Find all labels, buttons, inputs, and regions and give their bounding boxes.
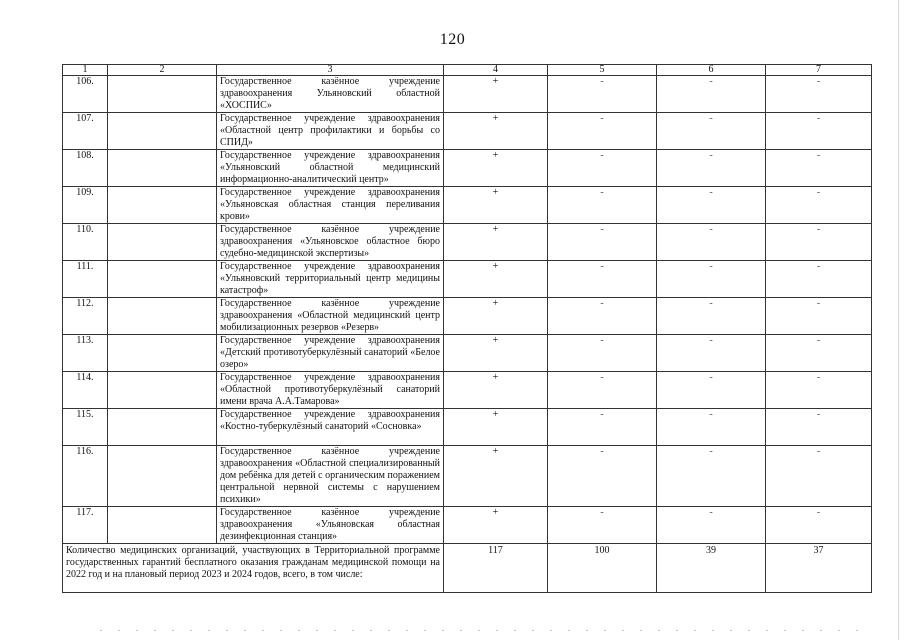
row-col2	[108, 446, 217, 507]
col6-mark: -	[657, 76, 766, 113]
col4-mark: +	[444, 335, 548, 372]
col7-mark: -	[766, 187, 872, 224]
row-number: 110.	[63, 224, 108, 261]
organization-name: Государственное учреждение здравоохранения «Областной противотуберкулёзный санаторий имени врача А.А.Тамарова»	[217, 372, 444, 409]
organization-name: Государственное казённое учреждение здравоохранения Ульяновский областной «ХОСПИС»	[217, 76, 444, 113]
row-number: 115.	[63, 409, 108, 446]
col4-mark: +	[444, 261, 548, 298]
col5-mark: -	[548, 261, 657, 298]
col4-mark: +	[444, 187, 548, 224]
col7-mark: -	[766, 507, 872, 544]
row-col2	[108, 298, 217, 335]
col4-mark: +	[444, 298, 548, 335]
table-row	[63, 224, 872, 261]
row-number: 117.	[63, 507, 108, 544]
col4-mark: +	[444, 224, 548, 261]
scan-edge-line	[898, 0, 899, 640]
row-col2	[108, 113, 217, 150]
col7-mark: -	[766, 409, 872, 446]
col5-mark: -	[548, 76, 657, 113]
organization-name: Государственное учреждение здравоохранения «Ульяновский областной медицинский информационно-аналитический центр»	[217, 150, 444, 187]
header-col-4: 4	[444, 65, 548, 76]
header-col-5: 5	[548, 65, 657, 76]
organization-name: Государственное учреждение здравоохранения «Областной центр профилактики и борьбы со СПИД»	[217, 113, 444, 150]
table-row	[63, 507, 872, 544]
col4-mark: +	[444, 113, 548, 150]
col6-mark: -	[657, 187, 766, 224]
row-number: 116.	[63, 446, 108, 507]
table-row	[63, 150, 872, 187]
row-col2	[108, 224, 217, 261]
table-row	[63, 446, 872, 507]
col6-mark: -	[657, 335, 766, 372]
total-col4: 117	[444, 544, 548, 593]
row-number: 114.	[63, 372, 108, 409]
table-row	[63, 335, 872, 372]
col5-mark: -	[548, 507, 657, 544]
organization-name: Государственное казённое учреждение здравоохранения «Областной специализированный дом ребёнка для детей с органическим поражением центральной нервной системы с нарушением психики»	[217, 446, 444, 507]
col6-mark: -	[657, 298, 766, 335]
row-number: 106.	[63, 76, 108, 113]
header-col-6: 6	[657, 65, 766, 76]
total-col7: 37	[766, 544, 872, 593]
organization-name: Государственное учреждение здравоохранения «Костно-туберкулёзный санаторий «Сосновка»	[217, 409, 444, 446]
col7-mark: -	[766, 446, 872, 507]
row-col2	[108, 335, 217, 372]
table-row	[63, 187, 872, 224]
table-row	[63, 298, 872, 335]
organization-name: Государственное казённое учреждение здравоохранения «Ульяновская областная дезинфекционная станция»	[217, 507, 444, 544]
col5-mark: -	[548, 335, 657, 372]
row-col2	[108, 372, 217, 409]
col5-mark: -	[548, 409, 657, 446]
col4-mark: +	[444, 150, 548, 187]
col7-mark: -	[766, 76, 872, 113]
table-row	[63, 113, 872, 150]
row-col2	[108, 187, 217, 224]
total-col5: 100	[548, 544, 657, 593]
total-col6: 39	[657, 544, 766, 593]
col6-mark: -	[657, 507, 766, 544]
row-number: 107.	[63, 113, 108, 150]
total-row	[63, 544, 872, 593]
col5-mark: -	[548, 113, 657, 150]
row-col2	[108, 409, 217, 446]
col4-mark: +	[444, 507, 548, 544]
col7-mark: -	[766, 372, 872, 409]
col6-mark: -	[657, 261, 766, 298]
row-number: 112.	[63, 298, 108, 335]
col5-mark: -	[548, 298, 657, 335]
row-number: 108.	[63, 150, 108, 187]
organizations-table	[62, 64, 872, 593]
col6-mark: -	[657, 224, 766, 261]
table-row	[63, 372, 872, 409]
page-number: 120	[439, 31, 466, 48]
col4-mark: +	[444, 76, 548, 113]
col4-mark: +	[444, 409, 548, 446]
row-number: 113.	[63, 335, 108, 372]
total-label: Количество медицинских организаций, участвующих в Территориальной программе государственных гарантий бесплатного оказания гражданам медицинской помощи на 2022 год и на плановый период 2023 и 2024 годов, всего, в том числе:	[63, 544, 444, 593]
col7-mark: -	[766, 224, 872, 261]
col4-mark: +	[444, 372, 548, 409]
header-row	[63, 65, 872, 76]
col7-mark: -	[766, 150, 872, 187]
header-col-2: 2	[108, 65, 217, 76]
col6-mark: -	[657, 446, 766, 507]
organization-name: Государственное учреждение здравоохранения «Ульяновский территориальный центр медицины катастроф»	[217, 261, 444, 298]
header-col-7: 7	[766, 65, 872, 76]
table-body	[63, 76, 872, 593]
table-row	[63, 261, 872, 298]
col5-mark: -	[548, 187, 657, 224]
col5-mark: -	[548, 446, 657, 507]
col6-mark: -	[657, 372, 766, 409]
col7-mark: -	[766, 261, 872, 298]
col5-mark: -	[548, 372, 657, 409]
table-row	[63, 409, 872, 446]
table-row	[63, 76, 872, 113]
organization-name: Государственное казённое учреждение здравоохранения «Областной медицинский центр мобилизационных резервов «Резерв»	[217, 298, 444, 335]
col5-mark: -	[548, 224, 657, 261]
organization-name: Государственное учреждение здравоохранения «Ульяновская областная станция переливания крови»	[217, 187, 444, 224]
col7-mark: -	[766, 298, 872, 335]
scan-noise-line	[100, 630, 860, 631]
row-col2	[108, 507, 217, 544]
row-col2	[108, 261, 217, 298]
col4-mark: +	[444, 446, 548, 507]
row-number: 111.	[63, 261, 108, 298]
organization-name: Государственное учреждение здравоохранения «Детский противотуберкулёзный санаторий «Белое озеро»	[217, 335, 444, 372]
row-col2	[108, 150, 217, 187]
col7-mark: -	[766, 113, 872, 150]
row-number: 109.	[63, 187, 108, 224]
col7-mark: -	[766, 335, 872, 372]
col6-mark: -	[657, 150, 766, 187]
organization-name: Государственное казённое учреждение здравоохранения «Ульяновское областное бюро судебно-медицинской экспертизы»	[217, 224, 444, 261]
header-col-1: 1	[63, 65, 108, 76]
row-col2	[108, 76, 217, 113]
col6-mark: -	[657, 409, 766, 446]
col6-mark: -	[657, 113, 766, 150]
header-col-3: 3	[217, 65, 444, 76]
col5-mark: -	[548, 150, 657, 187]
